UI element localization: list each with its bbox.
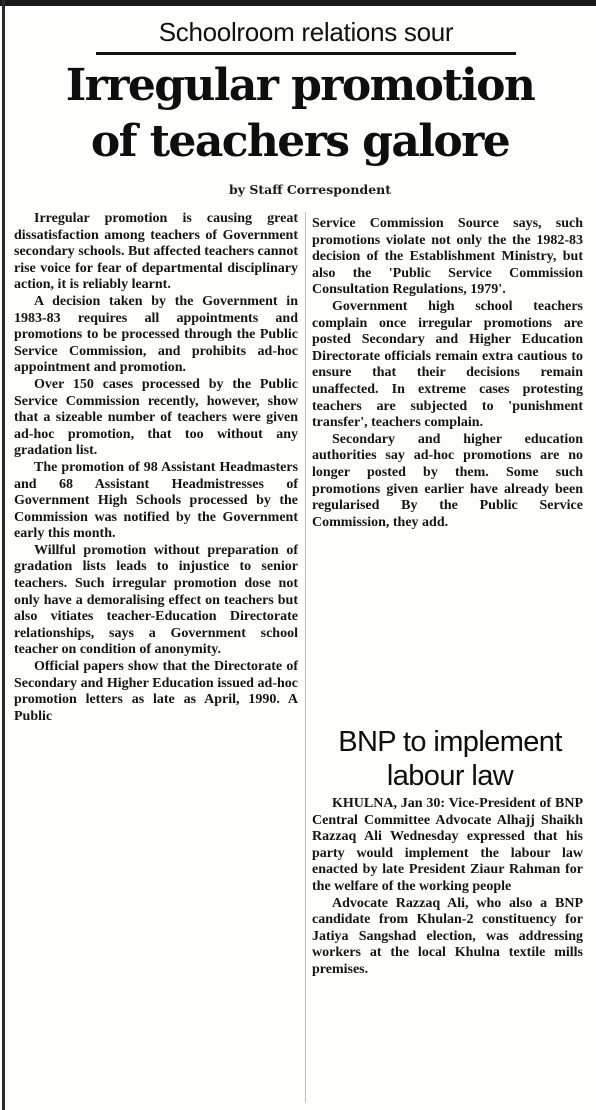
second-story-headline bbox=[310, 725, 590, 793]
article-paragraph: Service Commission Source says, such promotions violate not only the the 1982-83 decision of the Establishment Ministry, but also the 'Public Service Commission Consultation Regulations, 1979'. bbox=[312, 216, 583, 298]
article-paragraph: Irregular promotion is causing great dissatisfaction among teachers of Government secondary schools. But affected teachers cannot rise voice for fear of departmental disciplinary action, it is reliably learnt. bbox=[14, 211, 298, 293]
article-paragraph: Willful promotion without preparation of gradation lists leads to injustice to senior teachers. Such irregular promotion dose not only have a demoralising effect on teachers but also vitiates teacher-Education Directorate relationships, says a Government school teacher on condition of anonymity. bbox=[14, 542, 298, 658]
column-divider bbox=[305, 212, 306, 1102]
main-headline-line-1: Irregular promotion bbox=[65, 60, 535, 111]
second-story-headline-line-1: BNP to implement bbox=[338, 726, 562, 758]
top-border-rule bbox=[0, 0, 596, 6]
article-paragraph: Government high school teachers complain once irregular promotions are posted Secondary and Higher Education Directorate officials remain extra cautious to ensure that their decisions remain unaffected. In extreme cases protesting teachers are subjected to 'punishment transfer', teachers complain. bbox=[312, 298, 583, 431]
article-paragraph: Official papers show that the Directorate of Secondary and Higher Education issued ad-hoc promotion letters as late as April, 1990. A Public bbox=[14, 659, 298, 724]
main-headline bbox=[20, 58, 580, 170]
second-story-headline-line-2: labour law bbox=[386, 760, 514, 792]
article-paragraph: Advocate Razzaq Ali, who also a BNP candidate from Khulan-2 constituency for Jatiya Sangshad election, was addressing workers at the local Khulna textile mills premises. bbox=[312, 895, 583, 977]
article-paragraph: A decision taken by the Government in 1983-83 requires all appointments and promotions to be processed through the Public Service Commission, and prohibits ad-hoc appointment and promotion. bbox=[14, 293, 298, 376]
article-paragraph: KHULNA, Jan 30: Vice-President of BNP Central Committee Advocate Alhajj Shaikh Razzaq Ali Wednesday expressed that his party would implement the labour law enacted by late President Ziaur Rahman for the welfare of the working people bbox=[312, 796, 583, 894]
kicker-headline: Schoolroom relations sour bbox=[158, 17, 454, 47]
article-paragraph: The promotion of 98 Assistant Headmasters and 68 Assistant Headmistresses of Government High Schools processed by the Commission was notified by the Government early this month. bbox=[14, 459, 298, 542]
article-column-left bbox=[14, 211, 298, 725]
article-paragraph: Secondary and higher education authorities say ad-hoc promotions are no longer posted by them. Some such promotions given earlier have already been regularised By the Public Service Commission, they add. bbox=[312, 431, 583, 530]
article-paragraph: Over 150 cases processed by the Public Service Commission recently, however, show that a sizeable number of teachers were given ad-hoc promotion, that too without any gradation list. bbox=[14, 376, 298, 459]
second-story-body bbox=[312, 796, 583, 979]
kicker-underline bbox=[96, 52, 516, 55]
byline: by Staff Correspondent bbox=[228, 182, 392, 197]
article-column-right bbox=[312, 216, 583, 531]
left-border-rule bbox=[2, 0, 5, 1110]
main-headline-line-2: of teachers galore bbox=[90, 116, 510, 167]
